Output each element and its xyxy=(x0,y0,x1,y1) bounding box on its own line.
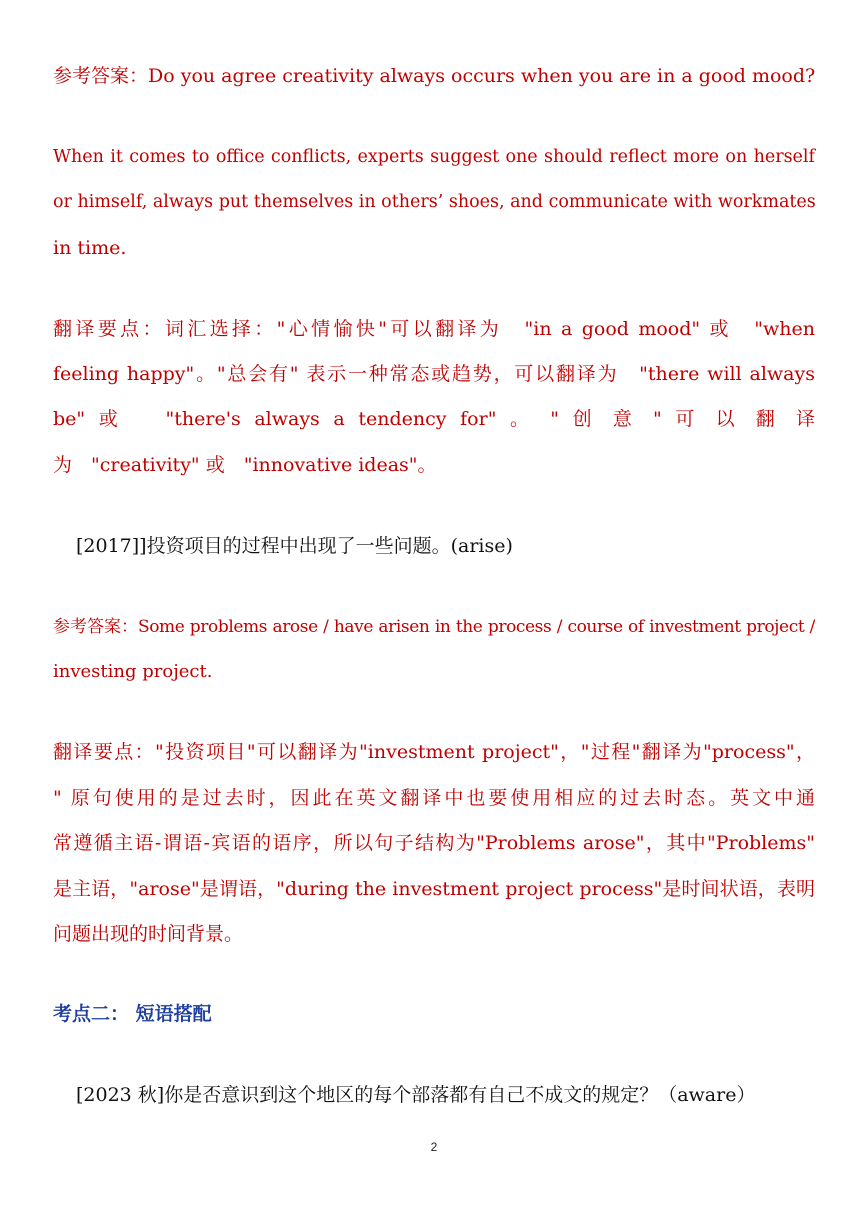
answer-paragraph-1: 参考答案：Do you agree creativity always occurs when you are in a good mood? xyxy=(53,65,816,87)
question-2017: [2017]]投资项目的过程中出现了一些问题。(arise) xyxy=(76,535,513,557)
paragraph-line: investing project. xyxy=(53,661,213,682)
paragraph-line: 翻译要点："投资项目"可以翻译为"investment project"，"过程"翻译为"process"， xyxy=(53,741,815,763)
paragraph-line: 常遵循主语-谓语-宾语的语序，所以句子结构为"Problems arose"，其中"Problems" xyxy=(53,832,815,854)
paragraph-line: 为 "creativity" 或 "innovative ideas"。 xyxy=(53,454,437,476)
question-2023: [2023 秋]你是否意识到这个地区的每个部落都有自己不成文的规定？（aware） xyxy=(76,1084,756,1106)
paragraph-line: be" 或 "there's always a tendency for" 。 " 创 意 " 可 以 翻 译 xyxy=(53,408,815,430)
paragraph-line: 问题出现的时间背景。 xyxy=(53,923,244,945)
paragraph-line: or himself, always put themselves in others’ shoes, and communicate with workmates xyxy=(53,192,816,212)
paragraph-line: 是主语，"arose"是谓语，"during the investment project process"是时间状语，表明 xyxy=(53,878,815,900)
paragraph-line: in time. xyxy=(53,237,127,259)
paragraph-line: 翻译要点：词汇选择："心情愉快"可以翻译为 "in a good mood" 或 "when xyxy=(53,318,815,340)
page-number: 2 xyxy=(430,1140,438,1154)
section-heading: 考点二： 短语搭配 xyxy=(53,1003,212,1025)
paragraph-line: feeling happy"。"总会有" 表示一种常态或趋势，可以翻译为 "there will always xyxy=(53,363,815,385)
paragraph-line: " 原句使用的是过去时，因此在英文翻译中也要使用相应的过去时态。英文中通 xyxy=(53,787,815,809)
paragraph-line: 参考答案：Some problems arose / have arisen in the process / course of investment project / xyxy=(53,617,815,637)
paragraph-line: When it comes to office conflicts, experts suggest one should reflect more on herself xyxy=(53,147,815,167)
